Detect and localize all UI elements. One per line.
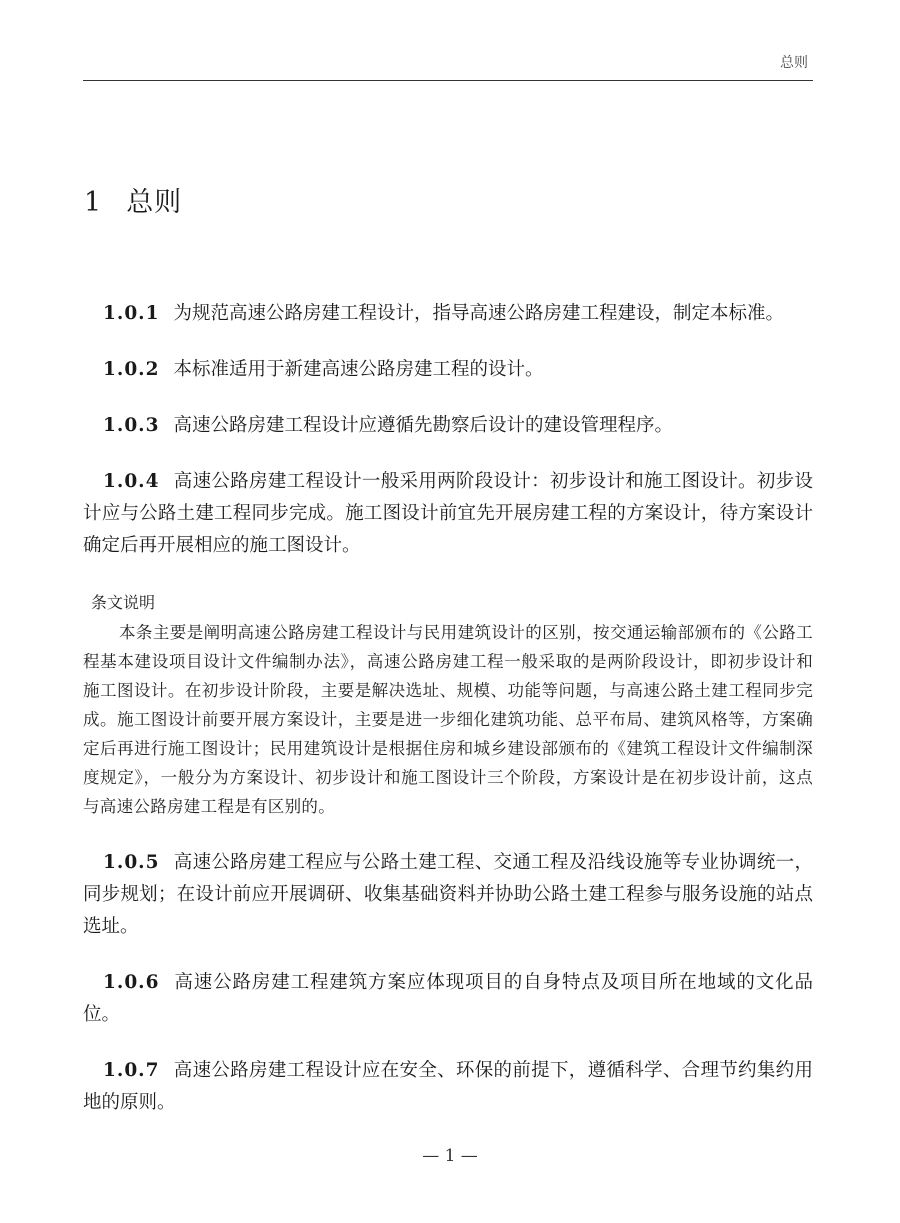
- page-content: [83, 298, 813, 1119]
- clause-text: 高速公路房建工程设计一般采用两阶段设计：初步设计和施工图设计。初步设计应与公路土建工程同步完成。施工图设计前宜先开展房建工程的方案设计，待方案设计确定后再开展相应的施工图设计。: [83, 471, 813, 556]
- clause-1-0-7: [83, 1055, 813, 1119]
- clause-number: 1.0.5: [103, 852, 160, 873]
- clause-number: 1.0.3: [103, 415, 160, 436]
- clause-text: 高速公路房建工程设计应遵循先勘察后设计的建设管理程序。: [173, 415, 674, 436]
- chapter-name: 总则: [126, 187, 183, 218]
- clause-text: 高速公路房建工程应与公路土建工程、交通工程及沿线设施等专业协调统一，同步规划；在设计前应开展调研、收集基础资料并协助公路土建工程参与服务设施的站点选址。: [83, 852, 813, 937]
- clause-text: 为规范高速公路房建工程设计，指导高速公路房建工程建设，制定本标准。: [173, 303, 785, 324]
- explanation-body: 本条主要是阐明高速公路房建工程设计与民用建筑设计的区别，按交通运输部颁布的《公路工程基本建设项目设计文件编制办法》，高速公路房建工程一般采取的是两阶段设计，即初步设计和施工图设计。在初步设计阶段，主要是解决选址、规模、功能等问题，与高速公路土建工程同步完成。施工图设计前要开展方案设计，主要是进一步细化建筑功能、总平布局、建筑风格等，方案确定后再进行施工图设计；民用建筑设计是根据住房和城乡建设部颁布的《建筑工程设计文件编制深度规定》，一般分为方案设计、初步设计和施工图设计三个阶段，方案设计是在初步设计前，这点与高速公路房建工程是有区别的。: [83, 623, 813, 816]
- chapter-title: [84, 180, 182, 219]
- running-header: 总则: [780, 55, 808, 71]
- clause-number: 1.0.4: [103, 471, 160, 492]
- header-divider: [83, 80, 813, 81]
- clause-text: 本标准适用于新建高速公路房建工程的设计。: [173, 359, 544, 380]
- clause-1-0-3: [83, 410, 813, 442]
- clause-text: 高速公路房建工程设计应在安全、环保的前提下，遵循科学、合理节约集约用地的原则。: [83, 1060, 813, 1113]
- clause-number: 1.0.7: [103, 1060, 160, 1081]
- clause-1-0-6: [83, 967, 813, 1031]
- clause-1-0-1: [83, 298, 813, 330]
- clause-number: 1.0.1: [103, 303, 160, 324]
- clause-number: 1.0.6: [103, 972, 160, 993]
- clause-text: 高速公路房建工程建筑方案应体现项目的自身特点及项目所在地域的文化品位。: [83, 972, 813, 1025]
- clause-1-0-2: [83, 354, 813, 386]
- clause-1-0-4: [83, 466, 813, 562]
- clause-1-0-5: [83, 847, 813, 943]
- explanation-title: 条文说明: [91, 593, 156, 612]
- clause-number: 1.0.2: [103, 359, 160, 380]
- chapter-number: 1: [84, 187, 103, 218]
- page-number: — 1 —: [422, 1146, 478, 1166]
